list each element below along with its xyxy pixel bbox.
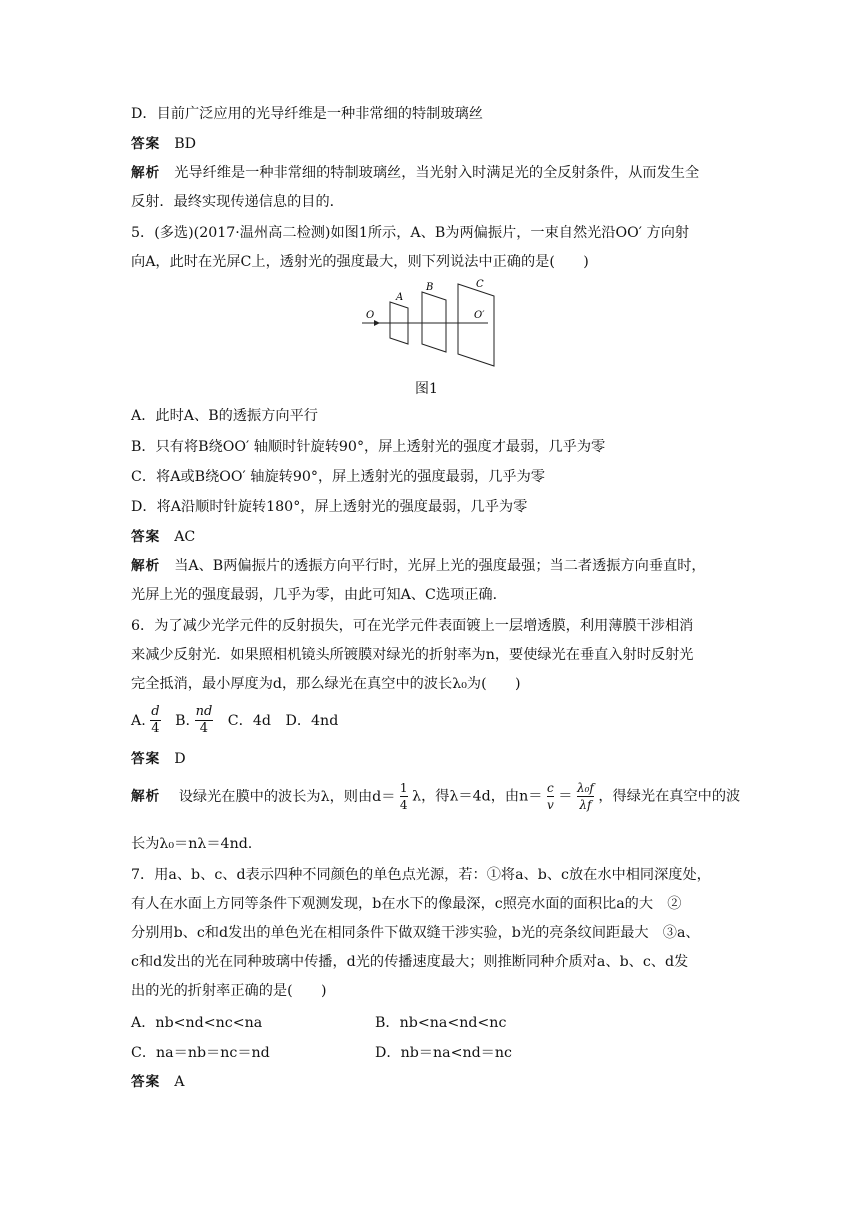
fraction-denominator: v <box>546 798 554 812</box>
q7-option-c: C．na＝nb＝nc＝nd <box>131 1045 270 1061</box>
q7-stem-line-4: c和d发出的光在同种玻璃中传播，d光的传播速度最大；则推断同种介质对a、b、c、d发 <box>131 954 689 970</box>
figure-caption: 图1 <box>415 381 438 397</box>
q7-stem-line-5: 出的光的折射率正确的是( ) <box>131 983 327 999</box>
analysis-text-4: ，得绿光在真空中的波 <box>598 788 741 805</box>
q6-stem-line-2: 来减少反射光．如果照相机镜头所镀膜对绿光的折射率为n，要使绿光在垂直入射时反射光 <box>131 647 694 663</box>
q5-analysis-line-1 <box>131 556 706 576</box>
analysis-text-2: λ，得λ＝4d，由n＝ <box>412 788 543 805</box>
q6-option-d: D．4nd <box>285 712 339 729</box>
analysis-text: 当A、B两偏振片的透振方向平行时，光屏上光的强度最强；当二者透振方向垂直时， <box>174 558 706 574</box>
q4-analysis-line-2: 反射．最终实现传递信息的目的． <box>131 194 344 210</box>
q5-answer-row <box>131 527 195 547</box>
q7-stem-line-3: 分别用b、c和d发出的单色光在相同条件下做双缝干涉实验，b光的亮条纹间距最大 ③a、 <box>131 925 700 941</box>
q6-stem-line-1: 6．为了减少光学元件的反射损失，可在光学元件表面镀上一层增透膜，利用薄膜干涉相消 <box>131 618 694 634</box>
figure-label-c: C <box>476 279 484 290</box>
q6-analysis-line-1 <box>131 780 740 813</box>
q7-stem-line-1: 7．用a、b、c、d表示四种不同颜色的单色点光源，若：①将a、b、c放在水中相同深度处， <box>131 867 711 883</box>
fraction-numerator: λ₀f <box>576 781 594 795</box>
figure-label-b: B <box>426 282 434 293</box>
answer-value: A <box>174 1074 185 1090</box>
answer-value: AC <box>174 529 196 545</box>
q5-analysis-line-2: 光屏上光的强度最弱，几乎为零，由此可知A、C选项正确． <box>131 587 507 603</box>
q6-answer-row <box>131 749 186 769</box>
ray-arrow-1-icon <box>374 320 380 326</box>
option-b-fraction <box>195 704 214 737</box>
polarizer-figure <box>360 278 510 368</box>
analysis-text: 光导纤维是一种非常细的特制玻璃丝，当光射入时满足光的全反射条件，从而发生全 <box>174 165 700 181</box>
q6-option-b <box>175 704 218 736</box>
analysis-label: 解析 <box>131 558 161 574</box>
q4-answer-row <box>131 134 196 154</box>
analysis-label: 解析 <box>131 788 161 805</box>
figure-label-o: O <box>366 310 375 321</box>
fraction-numerator: d <box>151 704 160 719</box>
q7-option-a: A．nb<nd<nc<na <box>131 1015 263 1031</box>
q7-stem-line-2: 有人在水面上方同等条件下观测发现，b在水下的像最深，c照亮水面的面积比a的大 ② <box>131 896 682 912</box>
analysis-label: 解析 <box>131 165 161 181</box>
analysis-fraction-3 <box>577 780 594 813</box>
answer-value: D <box>174 751 186 767</box>
q5-option-c: C．将A或B绕OO′ 轴旋转90°，屏上透射光的强度最弱，几乎为零 <box>131 469 545 485</box>
fraction-denominator: 4 <box>199 721 209 736</box>
q6-options-row <box>131 704 338 737</box>
option-a-fraction <box>150 704 160 737</box>
q6-option-a <box>131 704 165 736</box>
q5-option-a: A．此时A、B的透振方向平行 <box>131 408 318 424</box>
q7-option-b: B．nb<na<nd<nc <box>375 1015 507 1031</box>
option-b-prefix: B. <box>175 712 191 729</box>
fraction-numerator: nd <box>195 704 213 719</box>
fraction-denominator: 4 <box>151 721 160 736</box>
fraction-denominator: λf <box>579 798 592 812</box>
q7-answer-row <box>131 1072 184 1092</box>
q5-stem-line-2: 向A，此时在光屏C上，透射光的强度最大，则下列说法中正确的是( ) <box>131 254 589 270</box>
fraction-numerator: 1 <box>399 781 408 795</box>
figure-label-o-prime: O′ <box>474 310 485 321</box>
analysis-fraction-1 <box>400 780 408 813</box>
answer-label: 答案 <box>131 751 161 767</box>
answer-value: BD <box>174 136 196 152</box>
fraction-numerator: c <box>546 781 554 795</box>
answer-label: 答案 <box>131 136 161 152</box>
answer-label: 答案 <box>131 529 161 545</box>
fraction-denominator: 4 <box>399 798 408 812</box>
analysis-fraction-2 <box>547 780 554 813</box>
q4-analysis-line-1 <box>131 163 699 183</box>
analysis-text-1: 设绿光在膜中的波长为λ，则由d＝ <box>178 788 396 805</box>
screen-c-shape <box>458 284 494 366</box>
q6-option-c: C．4d <box>227 712 271 729</box>
q7-option-d: D．nb＝na<nd＝nc <box>375 1045 512 1061</box>
polarizer-b-shape <box>422 292 446 352</box>
q4-option-d: D．目前广泛应用的光导纤维是一种非常细的特制玻璃丝 <box>131 106 483 122</box>
q6-analysis-line-2: 长为λ₀＝nλ＝4nd. <box>131 836 253 852</box>
q5-option-b: B．只有将B绕OO′ 轴顺时针旋转90°，屏上透射光的强度才最弱，几乎为零 <box>131 439 606 455</box>
analysis-text-3: ＝ <box>558 788 573 805</box>
q5-option-d: D．将A沿顺时针旋转180°，屏上透射光的强度最弱，几乎为零 <box>131 499 528 515</box>
answer-label: 答案 <box>131 1074 161 1090</box>
figure-label-a: A <box>396 292 404 303</box>
q5-stem-line-1: 5．(多选)(2017·温州高二检测)如图1所示，A、B为两偏振片，一束自然光沿OO′ 方向射 <box>131 225 690 241</box>
q6-stem-line-3: 完全抵消，最小厚度为d，那么绿光在真空中的波长λ₀为( ) <box>131 676 521 692</box>
option-a-prefix: A. <box>131 712 146 729</box>
